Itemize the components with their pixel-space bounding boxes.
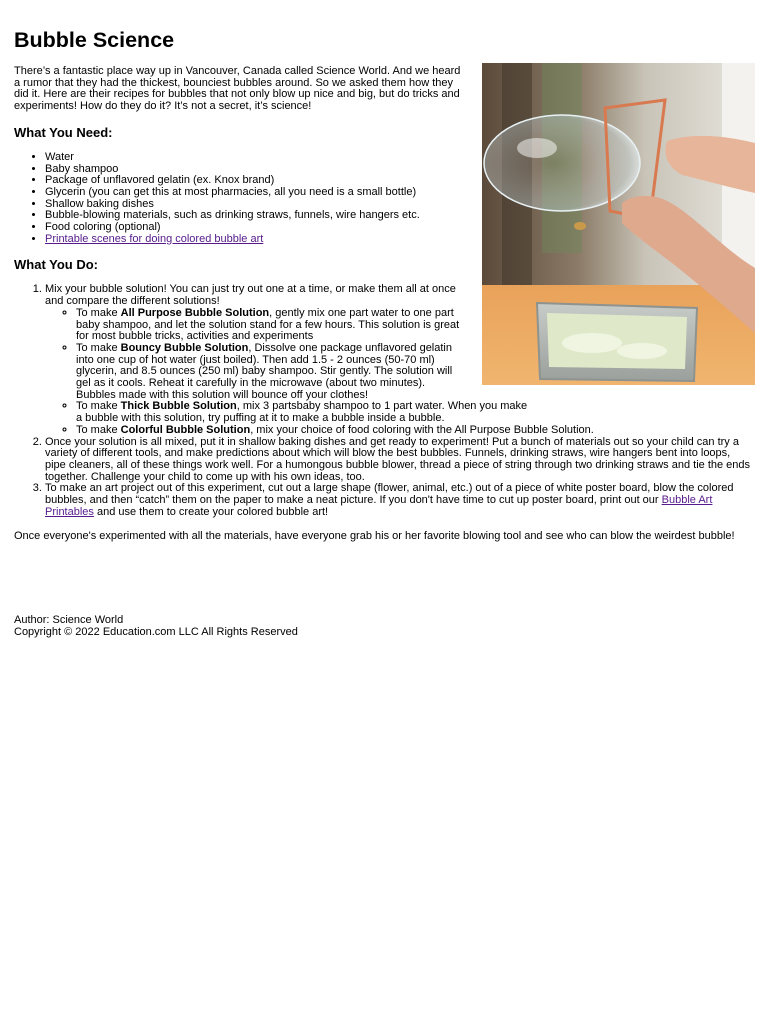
sub-item xyxy=(76,401,536,424)
sub-text: , mix 3 partsbaby shampoo to 1 part water. When you make a bubble with this solution, try puffing at it to make a bubble inside a bubble. xyxy=(76,400,528,425)
intro-paragraph: There’s a fantastic place way up in Vancouver, Canada called Science World. And we heard a rumor that they had the thickest, bounciest bubbles around. So we asked them how they did it. Here are their recipes for bubbles that not only blow up nice and big, but do tricks and experiments! How do they do it? It’s not a secret, it’s science! xyxy=(14,65,461,113)
author-credit: Author: Science World xyxy=(14,614,124,627)
step-item: 2. Once your solution is all mixed, put it in shallow baking dishes and get ready to experiment! Put a bunch of materials out so your child can try a variety of different tools, and make predictions about which will blow the best bubbles. Funnels, drinking straws, wire hangers bent into loops, pipe cleaners, all of these things work well. For a humongous bubble blower, thread a piece of string through two drinking straws and tie the ends together. Challenge your child to come up with his own ideas, too. xyxy=(45,437,754,484)
sub-text: To make xyxy=(76,423,121,436)
solution-name: All Purpose Bubble Solution xyxy=(120,306,270,319)
bubble-photo xyxy=(482,63,755,385)
list-item: • Shallow baking dishes xyxy=(45,199,754,211)
step-item xyxy=(45,483,754,518)
bubble-art-printables-link[interactable]: Bubble Art Printables xyxy=(45,494,713,518)
solution-name: Thick Bubble Solution xyxy=(120,400,237,413)
list-item: • Glycerin (you can get this at most pharmacies, all you need is a small bottle) xyxy=(45,187,754,199)
sub-item xyxy=(76,308,465,343)
what-you-need-heading: What You Need: xyxy=(14,124,113,140)
outro-paragraph: Once everyone's experimented with all the materials, have everyone grab his or her favorite blowing tool and see who can blow the weirdest bubble! xyxy=(14,529,735,542)
list-item: • Bubble-blowing materials, such as drinking straws, funnels, wire hangers etc. xyxy=(45,210,754,222)
what-you-do-heading: What You Do: xyxy=(14,257,99,273)
sub-text: To make xyxy=(76,400,121,413)
printable-scenes-link[interactable]: Printable scenes for doing colored bubble art xyxy=(45,232,264,245)
page-title: Bubble Science xyxy=(14,28,175,52)
step-3-text: and use them to create your colored bubble art! xyxy=(93,505,329,518)
solution-name: Bouncy Bubble Solution xyxy=(120,341,249,354)
list-item: • Package of unflavored gelatin (ex. Knox brand) xyxy=(45,175,754,187)
list-item: • Water xyxy=(45,152,754,164)
sub-text: , Dissolve one package unflavored gelatin into one cup of hot water (just boiled). Then add 1.5 - 2 ounces (50-70 ml) glycerin, and 8.5 ounces (250 ml) baby shampoo. Stir gently. The solution will gel as it cools. Reheat it carefully in the microwave (about two minutes). Bubbles made with this solution will bounce off your clothes! xyxy=(76,341,453,401)
sub-item xyxy=(76,425,636,437)
sub-text: , mix your choice of food coloring with the All Purpose Bubble Solution. xyxy=(250,423,594,436)
solutions-list xyxy=(45,306,594,437)
sub-item xyxy=(76,343,465,402)
solution-name: Colorful Bubble Solution xyxy=(120,423,251,436)
copyright-notice: Copyright © 2022 Education.com LLC All Rights Reserved xyxy=(14,625,298,638)
sub-text: To make xyxy=(76,306,121,319)
list-item: • Baby shampoo xyxy=(45,164,754,176)
sub-text: , gently mix one part water to one part baby shampoo, and let the solution stand for a few hours. This solution is great for most bubble tricks, activities and experiments xyxy=(76,306,460,343)
footer xyxy=(14,615,754,638)
step-item xyxy=(45,283,594,436)
step-1-text: Mix your bubble solution! You can just try out one at a time, or make them all at once and compare the different solutions! xyxy=(45,283,456,308)
step-3-text: To make an art project out of this experiment, cut out a large shape (flower, animal, etc.) out of a piece of white poster board, blow the colored bubbles, and then “catch” them on the paper to make a neat picture. If you don't have time to cut up poster board, print out our xyxy=(45,482,734,507)
sub-text: To make xyxy=(76,341,121,354)
list-item: • Food coloring (optional) xyxy=(45,222,754,234)
